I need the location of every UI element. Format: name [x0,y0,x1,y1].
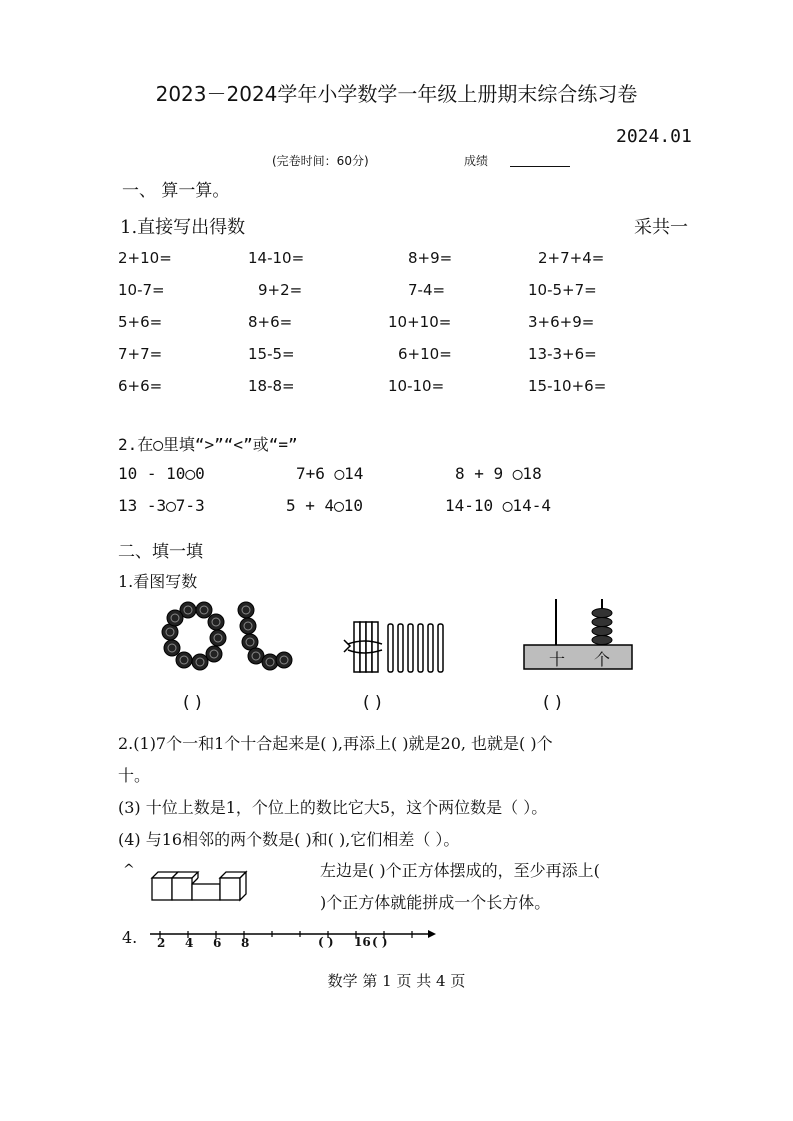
calc-item: 18-8= [248,377,295,395]
compare-item: 5 + 4◯10 [286,496,364,515]
q2-line-3: (3) 十位上数是1，个位上的数比它大5，这个两位数是（ ）。 [118,798,548,817]
answer-blank[interactable]: ( ) [363,693,382,713]
numberline-label: 4 [185,936,194,950]
page-footer: 数学 第 1 页 共 4 页 [327,972,466,990]
q2-line-4: (4) 与16相邻的两个数是( )和( ),它们相差（ ）。 [118,830,460,849]
compare-item: 13 -3◯7-3 [118,496,205,515]
calc-item: 14-10= [248,249,305,267]
numberline-blank[interactable]: ( ) [318,935,334,949]
compare-item: 7+6 ◯14 [296,464,364,483]
q1-title: 1.直接写出得数 [120,217,246,238]
sticks-figure [340,618,450,678]
calc-item: 10+10= [388,313,452,331]
q3-line-1: 左边是( )个正方体摆成的，至少再添上( [320,861,600,880]
exam-date: 2024.01 [616,126,692,147]
q3-mark: ^ [123,862,135,878]
calc-item: 7-4= [408,281,446,299]
calc-item: 6+6= [118,377,163,395]
q4-label: 4. [122,928,138,947]
answer-blank[interactable]: ( ) [183,693,202,713]
numberline-label: 6 [213,936,222,950]
calc-item: 10-10= [388,377,445,395]
exam-time: (完卷时间：60分) [272,154,369,168]
calc-item: 10-7= [118,281,165,299]
compare-item: 14-10 ◯14-4 [445,496,551,515]
answer-blank[interactable]: ( ) [543,693,562,713]
abacus-figure [522,597,634,671]
s2-q1-title: 1.看图写数 [118,572,198,591]
calc-item: 6+10= [398,345,452,363]
score-blank-line [510,166,570,167]
score-label: 成绩 [464,154,489,168]
q2-line-1b: 十。 [118,766,151,785]
stamp-text: 采共一 [634,217,688,238]
page-title: 2023－2024学年小学数学一年级上册期末综合练习卷 [155,82,638,106]
numberline-16: 16 [354,935,371,949]
numberline-blank[interactable]: ( ) [372,935,388,949]
calc-item: 5+6= [118,313,163,331]
cubes-figure [150,866,260,906]
numberline-label: 8 [241,936,250,950]
beads-figure [160,598,300,678]
q2-line-1: 2.(1)7个一和1个十合起来是( ),再添上( )就是20, 也就是( )个 [118,734,553,753]
calc-item: 3+6+9= [528,313,595,331]
q2-title: 2.在◯里填“>”“<”或“=” [118,435,298,454]
calc-item: 15-5= [248,345,295,363]
calc-item: 2+7+4= [538,249,605,267]
calc-item: 10-5+7= [528,281,597,299]
calc-item: 8+6= [248,313,293,331]
compare-item: 10 - 10◯0 [118,464,205,483]
calc-item: 9+2= [258,281,303,299]
abacus-tens-label: 十 [549,650,566,669]
calc-item: 8+9= [408,249,453,267]
q3-line-2: )个正方体就能拼成一个长方体。 [320,893,551,912]
abacus-ones-label: 个 [594,650,611,669]
section-2-heading: 二、填一填 [118,542,203,562]
numberline-label: 2 [157,936,166,950]
calc-item: 15-10+6= [528,377,607,395]
calc-item: 2+10= [118,249,172,267]
calc-item: 13-3+6= [528,345,597,363]
section-1-heading: 一、 算一算。 [122,181,230,201]
compare-item: 8 + 9 ◯18 [455,464,542,483]
calc-item: 7+7= [118,345,163,363]
